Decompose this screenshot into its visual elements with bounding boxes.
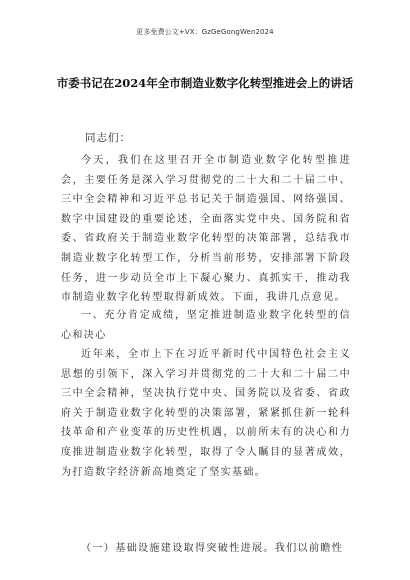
section-heading-1: 一、充分肯定成绩，坚定推进制造业数字化转型的信心和决心 xyxy=(61,310,351,341)
header-watermark: 更多免费公文+VX：GzGeGongWen2024 xyxy=(136,28,274,36)
subsection-heading-1: （一）基础设施建设取得突破性进展。我们以前瞻性 xyxy=(81,543,344,554)
paragraph-intro: 今天，我们在这里召开全市制造业数字化转型推进会，主要任务是深入学习贯彻党的二十大和二十届二中、三中全会精神和习近平总书记关于制造强国、网络强国、数字中国建设的重要论述，全面落实党中央、国务院和省委、省政府关于制造业数字化转型的决策部署，总结我市制造业数字化转型工作，分析当前形势，安排部署下阶段任务，进一步动员全市上下凝心聚力、真抓实干，推动我市制造业数字化转型取得新成效。下面，我讲几点意见。 xyxy=(61,155,351,304)
document-title: 市委书记在2024年全市制造业数字化转型推进会上的讲话 xyxy=(56,76,354,90)
paragraph-achievements: 近年来，全市上下在习近平新时代中国特色社会主义思想的引领下，深入学习并贯彻党的二十大和二十届二中三中全会精神，坚决执行党中央、国务院以及省委、省政府关于制造业数字化转型的决策部署，紧紧抓住新一轮科技革命和产业变革的历史性机遇，以前所未有的决心和力度推进制造业数字化转型，取得了令人瞩目的显著成效，为打造数字经济新高地奠定了坚实基础。 xyxy=(61,349,351,478)
salutation: 同志们： xyxy=(85,132,131,144)
